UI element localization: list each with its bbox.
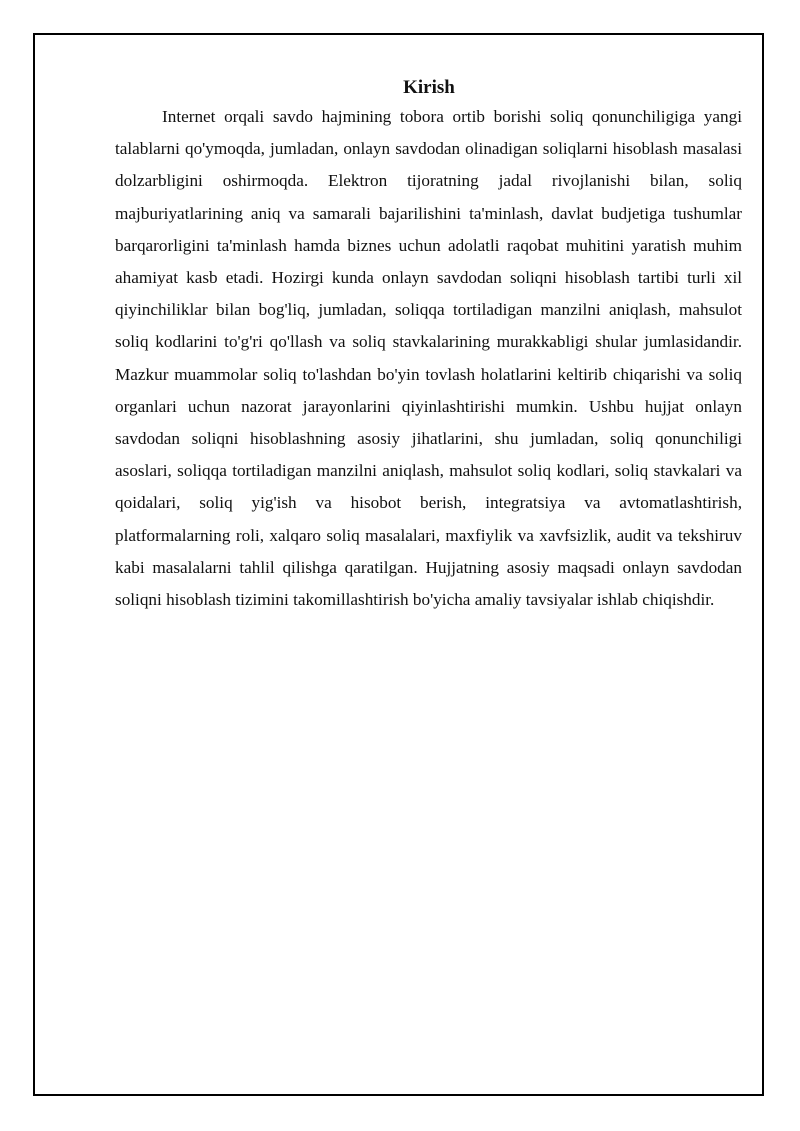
document-title: Kirish [403, 77, 455, 98]
document-content [115, 75, 742, 616]
introduction-paragraph: Internet orqali savdo hajmining tobora ortib borishi soliq qonunchiligiga yangi talablarni qo'ymoqda, jumladan, onlayn savdodan olinadigan soliqlarni hisoblash masalasi dolzarbligini oshirmoqda. Elektron tijoratning jadal rivojlanishi bilan, soliq majburiyatlarining aniq va samarali bajarilishini ta'minlash, davlat budjetiga tushumlar barqarorligini ta'minlash hamda biznes uchun adolatli raqobat muhitini yaratish muhim ahamiyat kasb etadi. Hozirgi kunda onlayn savdodan soliqni hisoblash tartibi turli xil qiyinchiliklar bilan bog'liq, jumladan, soliqqa tortiladigan manzilni aniqlash, mahsulot soliq kodlarini to'g'ri qo'llash va soliq stavkalarining murakkabligi shular jumlasidandir. Mazkur muammolar soliq to'lashdan bo'yin tovlash holatlarini keltirib chiqarishi va soliq organlari uchun nazorat jarayonlarini qiyinlashtirishi mumkin. Ushbu hujjat onlayn savdodan soliqni hisoblashning asosiy jihatlarini, shu jumladan, soliq qonunchiligi asoslari, soliqqa tortiladigan manzilni aniqlash, mahsulot soliq kodlari, soliq stavkalari va qoidalari, soliq yig'ish va hisobot berish, integratsiya va avtomatlashtirish, platformalarning roli, xalqaro soliq masalalari, maxfiylik va xavfsizlik, audit va tekshiruv kabi masalalarni tahlil qilishga qaratilgan. Hujjatning asosiy maqsadi onlayn savdodan soliqni hisoblash tizimini takomillashtirish bo'yicha amaliy tavsiyalar ishlab chiqishdir. [115, 107, 742, 610]
